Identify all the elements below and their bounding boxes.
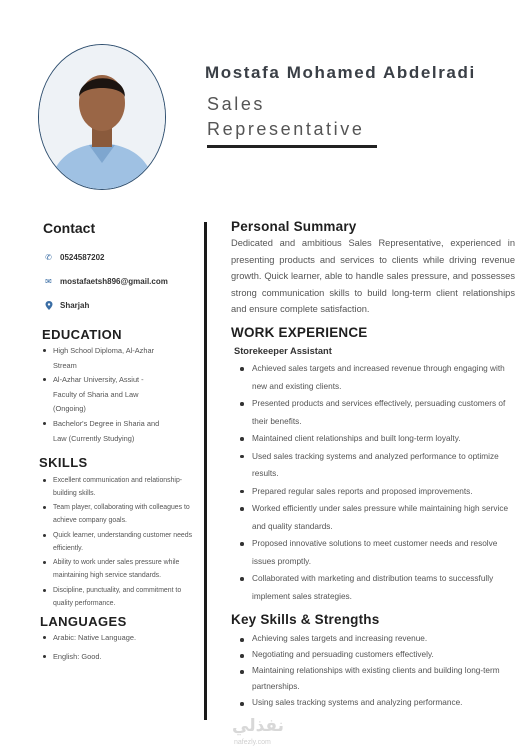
skill-item: Ability to work under sales pressure while maintaining high service standards. [41, 556, 201, 582]
experience-item: Presented products and services effectively, persuading customers of their benefits. [231, 395, 521, 430]
experience-item: Achieved sales targets and increased revenue through engaging with new and existing clients. [231, 360, 521, 395]
skill-item: Quick learner, understanding customer needs efficiently. [41, 529, 201, 555]
skill-item: Discipline, punctuality, and commitment to quality performance. [41, 584, 201, 610]
skills-list [41, 474, 201, 611]
profile-photo [38, 44, 166, 190]
key-skills-heading: Key Skills & Strengths [231, 612, 380, 627]
watermark-logo: نفذلي [232, 716, 285, 735]
title-underline [207, 145, 377, 148]
email-address: mostafaetsh896@gmail.com [60, 277, 168, 286]
column-divider [204, 222, 207, 720]
skill-item: Excellent communication and relationship-building skills. [41, 474, 201, 500]
experience-item: Prepared regular sales reports and proposed improvements. [231, 483, 521, 501]
experience-heading: WORK EXPERIENCE [231, 325, 368, 340]
experience-item: Proposed innovative solutions to meet customer needs and resolve issues promptly. [231, 535, 521, 570]
job-title-line1: Sales [207, 94, 266, 114]
education-item-cont: Faculty of Sharia and Law [53, 389, 139, 399]
language-item: English: Good. [41, 650, 201, 665]
contact-heading: Contact [43, 220, 96, 236]
key-skill-item: Achieving sales targets and increasing revenue. [231, 631, 521, 647]
key-skill-item: Negotiating and persuading customers effectively. [231, 647, 521, 663]
phone-icon: ✆ [45, 253, 52, 262]
languages-list [41, 631, 201, 664]
key-skills-list [231, 631, 521, 711]
skills-heading: SKILLS [39, 455, 88, 470]
summary-heading: Personal Summary [231, 219, 357, 234]
education-item: Bachelor's Degree in Sharia and [41, 417, 201, 432]
key-skill-item: Maintaining relationships with existing clients and building long-term partnerships. [231, 663, 521, 695]
phone-number: 0524587202 [60, 253, 105, 262]
job-title-line2: Representative [207, 119, 365, 139]
contact-phone[interactable] [44, 253, 105, 262]
experience-item: Used sales tracking systems and analyzed performance to optimize results. [231, 448, 521, 483]
experience-item: Maintained client relationships and built long-term loyalty. [231, 430, 521, 448]
skill-item: Team player, collaborating with colleagues to achieve company goals. [41, 501, 201, 527]
experience-item: Worked efficiently under sales pressure while maintaining high service and quality standards. [231, 500, 521, 535]
profile-photo-image [39, 45, 165, 189]
education-item-cont: Stream [53, 360, 77, 370]
candidate-name: Mostafa Mohamed Abdelradi [205, 63, 476, 82]
key-skill-item: Using sales tracking systems and analyzing performance. [231, 695, 521, 711]
education-heading: EDUCATION [42, 327, 122, 342]
job-title [207, 92, 364, 142]
location-pin-icon [44, 301, 53, 310]
experience-list [231, 360, 521, 605]
experience-job-title: Storekeeper Assistant [234, 346, 332, 356]
contact-email[interactable] [44, 277, 168, 286]
email-icon: ✉ [45, 277, 52, 286]
contact-location [44, 301, 89, 310]
watermark-url: nafezly.com [234, 739, 271, 746]
location-text: Sharjah [60, 301, 90, 310]
education-item: High School Diploma, Al-Azhar [41, 344, 201, 359]
education-list [41, 344, 201, 446]
summary-text: Dedicated and ambitious Sales Representative, experienced in presenting products and services to clients while driving revenue growth. Quick learner, able to handle sales pressure, and possesses strong communication skills to build long-term client relationships and ensure complete satisfaction. [231, 238, 515, 315]
experience-item: Collaborated with marketing and distribution teams to successfully implement sales strategies. [231, 570, 521, 605]
education-item: Al-Azhar University, Assiut - [41, 373, 201, 388]
languages-heading: LANGUAGES [40, 614, 127, 629]
education-item-cont: Law (Currently Studying) [53, 433, 135, 443]
education-item-cont: (Ongoing) [53, 404, 86, 414]
language-item: Arabic: Native Language. [41, 631, 201, 646]
